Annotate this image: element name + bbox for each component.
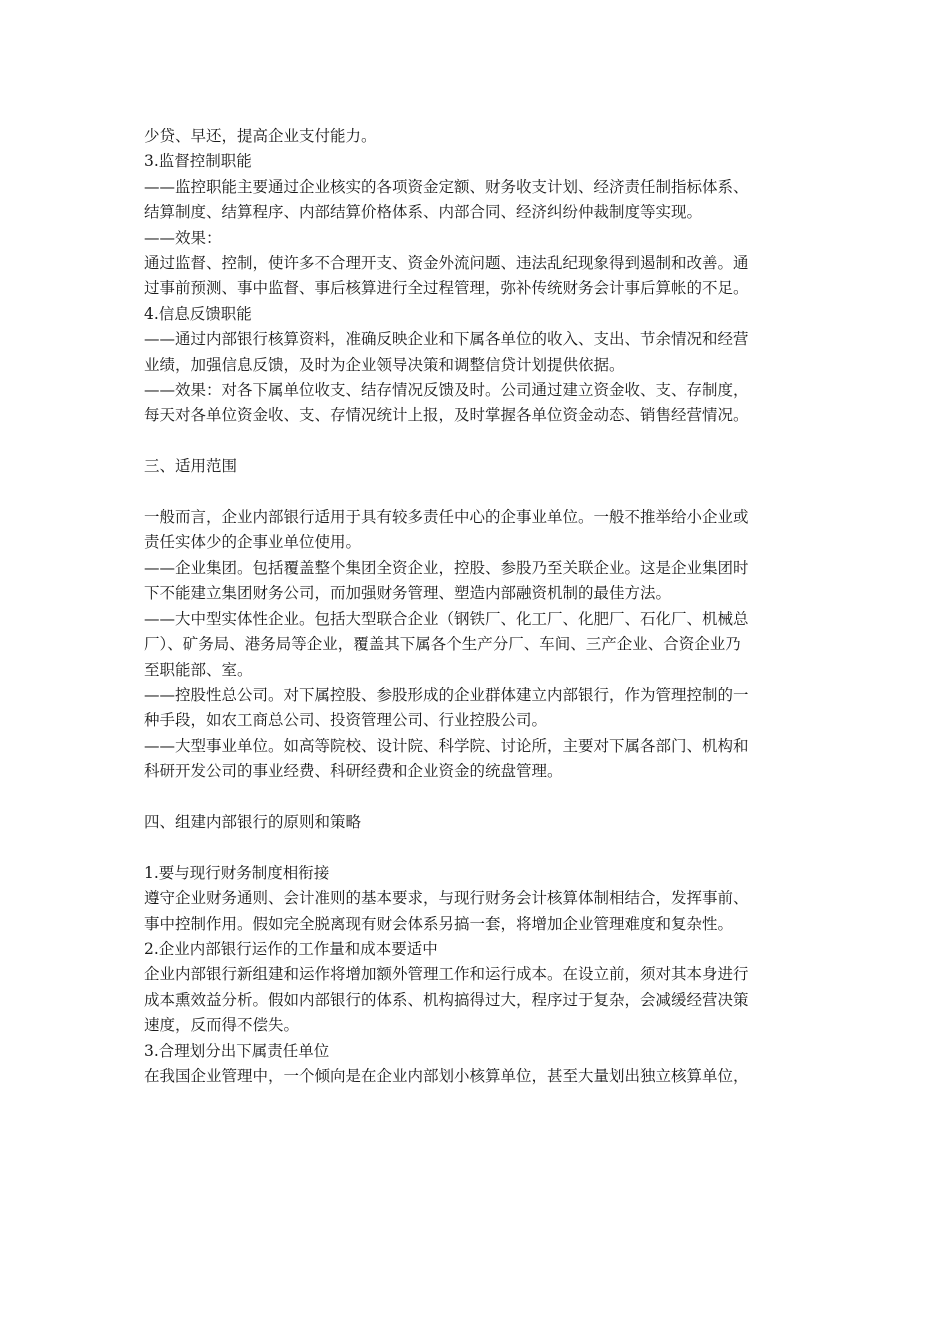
- text-line: 企业内部银行新组建和运作将增加额外管理工作和运行成本。在设立前，须对其本身进行: [144, 965, 749, 984]
- text-line: 通过监督、控制，使许多不合理开支、资金外流问题、违法乱纪现象得到遏制和改善。通: [144, 254, 749, 273]
- text-line: 至职能部、室。: [144, 660, 253, 679]
- text-line: ——通过内部银行核算资料，准确反映企业和下属各单位的收入、支出、节余情况和经营: [144, 330, 749, 349]
- text-line: ——大型事业单位。如高等院校、设计院、科学院、讨论所，主要对下属各部门、机构和: [144, 736, 749, 755]
- text-line: 3.合理划分出下属责任单位: [144, 1041, 330, 1060]
- text-line: 2.企业内部银行运作的工作量和成本要适中: [144, 939, 438, 958]
- blank-line: [144, 835, 812, 860]
- document-body: [144, 124, 812, 1089]
- text-line: 过事前预测、事中监督、事后核算进行全过程管理，弥补传统财务会计事后算帐的不足。: [144, 279, 749, 298]
- text-line: 1.要与现行财务制度相衔接: [144, 863, 330, 882]
- text-line: 种手段，如农工商总公司、投资管理公司、行业控股公司。: [144, 711, 548, 730]
- text-line: 一般而言，企业内部银行适用于具有较多责任中心的企事业单位。一般不推举给小企业或: [144, 508, 749, 527]
- text-line: 四、组建内部银行的原则和策略: [144, 812, 362, 831]
- text-line: 成本熏效益分析。假如内部银行的体系、机构搞得过大，程序过于复杂，会减缓经营决策: [144, 990, 749, 1009]
- text-line: 事中控制作用。假如完全脱离现有财会体系另搞一套，将增加企业管理难度和复杂性。: [144, 914, 734, 933]
- text-line: 每天对各单位资金收、支、存情况统计上报，及时掌握各单位资金动态、销售经营情况。: [144, 406, 749, 425]
- text-line: 遵守企业财务通则、会计准则的基本要求，与现行财务会计核算体制相结合，发挥事前、: [144, 889, 749, 908]
- text-line: 责任实体少的企事业单位使用。: [144, 533, 362, 552]
- text-line: ——监控职能主要通过企业核实的各项资金定额、财务收支计划、经济责任制指标体系、: [144, 177, 749, 196]
- text-line: 下不能建立集团财务公司，而加强财务管理、塑造内部融资机制的最佳方法。: [144, 584, 672, 603]
- text-line: ——企业集团。包括覆盖整个集团全资企业，控股、参股乃至关联企业。这是企业集团时: [144, 558, 749, 577]
- text-line: ——效果：对各下属单位收支、结存情况反馈及时。公司通过建立资金收、支、存制度，: [144, 381, 749, 400]
- text-line: 4.信息反馈职能: [144, 304, 252, 323]
- text-line: 业绩，加强信息反馈，及时为企业领导决策和调整信贷计划提供依据。: [144, 355, 625, 374]
- text-line: 厂）、矿务局、港务局等企业，覆盖其下属各个生产分厂、车间、三产企业、合资企业乃: [144, 635, 741, 654]
- text-line: ——控股性总公司。对下属控股、参股形成的企业群体建立内部银行，作为管理控制的一: [144, 685, 749, 704]
- text-line: 速度，反而得不偿失。: [144, 1016, 300, 1035]
- blank-line: [144, 785, 812, 810]
- text-line: 3.监督控制职能: [144, 152, 252, 171]
- blank-line: [144, 480, 812, 505]
- blank-line: [144, 429, 812, 454]
- text-line: 结算制度、结算程序、内部结算价格体系、内部合同、经济纠纷仲裁制度等实现。: [144, 203, 703, 222]
- text-line: ——大中型实体性企业。包括大型联合企业（钢铁厂、化工厂、化肥厂、石化厂、机械总: [144, 609, 749, 628]
- text-line: 三、适用范围: [144, 457, 238, 476]
- text-line: 少贷、早还，提高企业支付能力。: [144, 127, 377, 145]
- text-line: ——效果：: [144, 228, 222, 247]
- text-line: 在我国企业管理中，一个倾向是在企业内部划小核算单位，甚至大量划出独立核算单位，: [144, 1066, 749, 1085]
- text-line: 科研开发公司的事业经费、科研经费和企业资金的统盘管理。: [144, 762, 563, 781]
